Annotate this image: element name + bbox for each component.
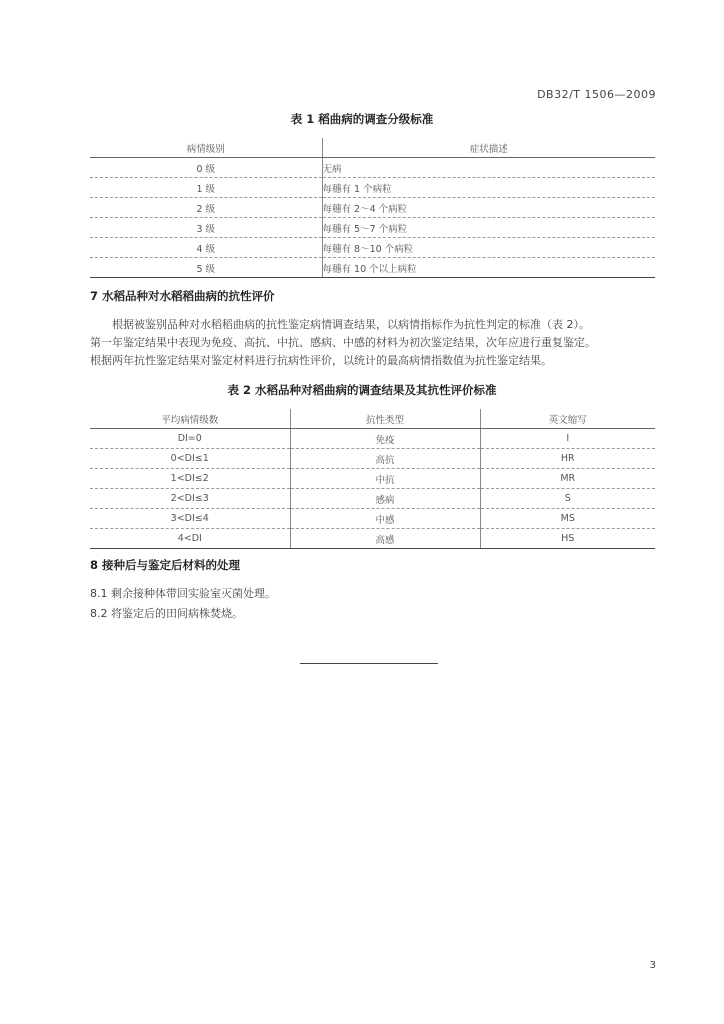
table1 <box>90 138 655 278</box>
paragraph-line: 根据两年抗性鉴定结果对鉴定材料进行抗病性评价，以统计的最高病情指数值为抗性鉴定结果。 <box>90 354 552 367</box>
section-7-heading: 7 水稻品种对水稻稻曲病的抗性评价 <box>90 289 275 303</box>
paragraph-line: 第一年鉴定结果中表现为免疫、高抗、中抗、感病、中感的材料为初次鉴定结果，次年应进行重复鉴定。 <box>90 336 596 349</box>
section-8-1-item: 8.1 剩余接种体带回实验室灭菌处理。 <box>90 587 276 600</box>
table-cell: 5 级 <box>90 258 322 278</box>
table-cell: 无病 <box>322 158 655 178</box>
table-cell: I <box>480 429 655 449</box>
table1-header-row <box>90 138 655 158</box>
table2-header-row <box>90 409 655 429</box>
table-cell: 每穗有 2～4 个病粒 <box>322 198 655 218</box>
table-cell: S <box>480 489 655 509</box>
table2-header-cell: 抗性类型 <box>290 409 480 429</box>
table1-header-cell: 症状描述 <box>322 138 655 158</box>
table-row <box>90 529 655 549</box>
table-cell: HR <box>480 449 655 469</box>
table-cell: 2 级 <box>90 198 322 218</box>
end-rule <box>300 663 438 664</box>
table-row <box>90 198 655 218</box>
table-cell: 每穗有 8～10 个病粒 <box>322 238 655 258</box>
table-cell: 每穗有 5～7 个病粒 <box>322 218 655 238</box>
table1-header-cell: 病情级别 <box>90 138 322 158</box>
table-cell: 1 级 <box>90 178 322 198</box>
paragraph-line: 根据被鉴别品种对水稻稻曲病的抗性鉴定病情调查结果，以病情指标作为抗性判定的标准（表 2）。 <box>112 318 590 331</box>
table-row <box>90 449 655 469</box>
standard-code: DB32/T 1506—2009 <box>537 88 656 101</box>
section-8-heading: 8 接种后与鉴定后材料的处理 <box>90 558 241 572</box>
section-8-2-item: 8.2 将鉴定后的田间病株焚烧。 <box>90 607 243 620</box>
table-row <box>90 258 655 278</box>
table-cell: 免疫 <box>290 429 480 449</box>
table-row <box>90 429 655 449</box>
table-cell: 中感 <box>290 509 480 529</box>
table-cell: 3<DI≤4 <box>90 509 290 529</box>
table2-header-cell: 平均病情级数 <box>90 409 290 429</box>
table-cell: 4<DI <box>90 529 290 549</box>
table1-title: 表 1 稻曲病的调查分级标准 <box>290 112 434 126</box>
table-cell: 每穗有 10 个以上病粒 <box>322 258 655 278</box>
table-cell: DI=0 <box>90 429 290 449</box>
table-cell: 2<DI≤3 <box>90 489 290 509</box>
table-cell: 1<DI≤2 <box>90 469 290 489</box>
table-cell: HS <box>480 529 655 549</box>
table-cell: 0<DI≤1 <box>90 449 290 469</box>
table-row <box>90 158 655 178</box>
table-row <box>90 509 655 529</box>
section-7-paragraph <box>90 316 660 370</box>
table-row <box>90 469 655 489</box>
table-cell: 高感 <box>290 529 480 549</box>
table-cell: 中抗 <box>290 469 480 489</box>
page-number: 3 <box>649 960 656 971</box>
table-row <box>90 489 655 509</box>
table-cell: 每穗有 1 个病粒 <box>322 178 655 198</box>
table-row <box>90 238 655 258</box>
table2 <box>90 409 655 549</box>
table-row <box>90 218 655 238</box>
table-cell: MR <box>480 469 655 489</box>
table-cell: MS <box>480 509 655 529</box>
table-cell: 0 级 <box>90 158 322 178</box>
table-cell: 3 级 <box>90 218 322 238</box>
table2-header-cell: 英文缩写 <box>480 409 655 429</box>
table-cell: 高抗 <box>290 449 480 469</box>
table-cell: 感病 <box>290 489 480 509</box>
table-row <box>90 178 655 198</box>
table-cell: 4 级 <box>90 238 322 258</box>
table2-title: 表 2 水稻品种对稻曲病的调查结果及其抗性评价标准 <box>227 383 497 397</box>
